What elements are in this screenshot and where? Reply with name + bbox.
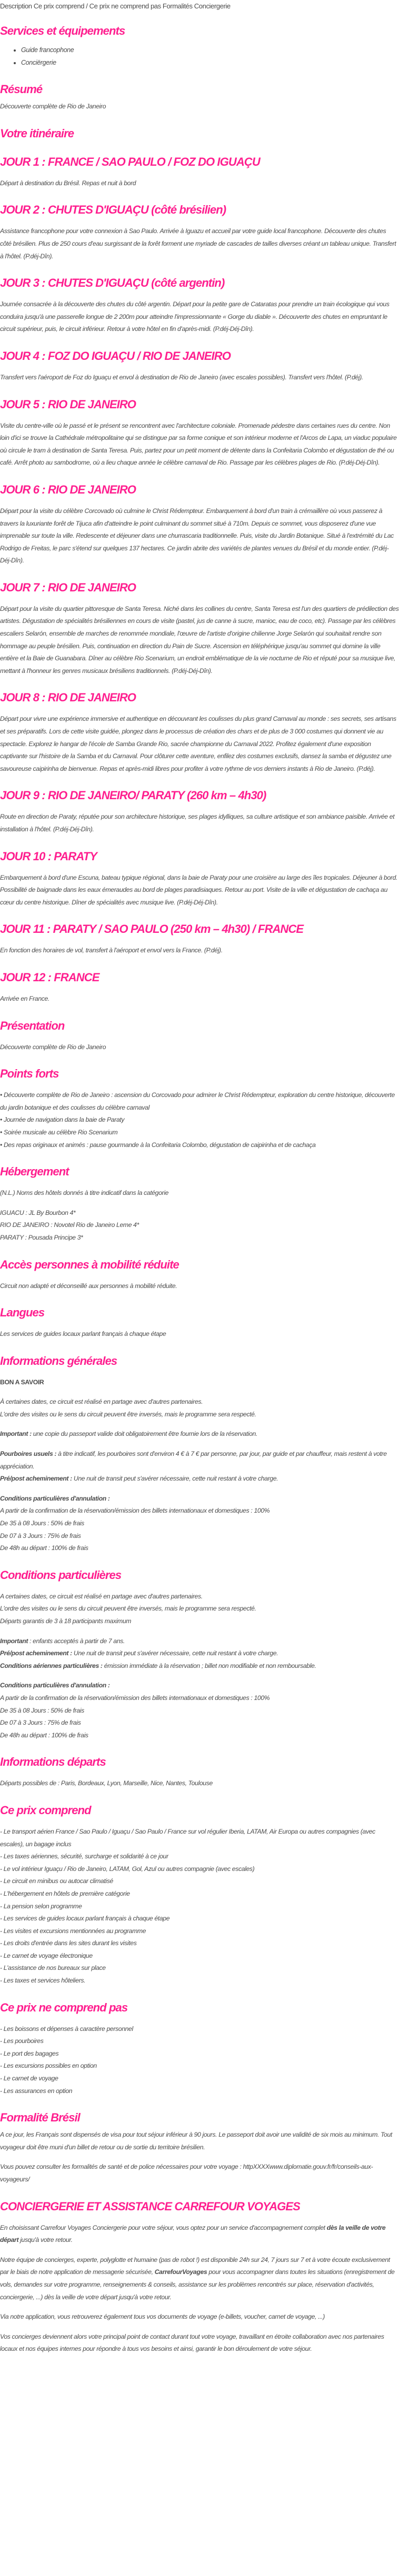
section-heading: Votre itinéraire: [0, 126, 74, 140]
bold-label: Pré/post acheminement :: [0, 1475, 74, 1483]
section-acces-personnes-a-mobilite-reduite: [0, 1257, 399, 1293]
text-line: Départ à destination du Brésil. Repas et nuit à bord: [0, 179, 136, 187]
text-line: De 48h au départ : 100% de frais: [0, 1731, 88, 1739]
text-line: A partir de la confirmation de la réservation/émission des billets internationaux et domestiques : 100%: [0, 1507, 270, 1515]
text-line: [0, 1647, 399, 1660]
text-line: - Le transport aérien France / Sao Paulo / Iguaçu / Sao Paulo / France sur vol régulier Iberia, LATAM, Air Europa ou autres compagnies (avec escales), un bagage inclus: [0, 1827, 375, 1848]
section-heading: Informations générales: [0, 1354, 117, 1367]
bold-label: Important: [0, 1637, 28, 1645]
text-line: Vous pouvez consulter les formalités de santé et de police nécessaires pour votre voyage : httpXXXXwww.diplomatie.gouv.fr/fr/conseils-aux-voyageurs/: [0, 2163, 373, 2183]
bold-label: Pourboires usuels :: [0, 1450, 58, 1458]
text-run: à titre indicatif, les pourboires sont d'environ 4 € à 7 € par personne, par jour, par guide et par chauffeur, mais restent à votre appréciation.: [0, 1450, 387, 1470]
text-line: [0, 1635, 399, 1648]
text-line: - L'assistance de nos bureaux sur place: [0, 1964, 106, 1972]
section-ce-prix-comprend: [0, 1803, 399, 1987]
sections-container: [0, 23, 399, 2356]
text-line: - Le vol intérieur Iguaçu / Rio de Janeiro, LATAM, Gol, Azul ou autres compagnie (avec escales): [0, 1865, 255, 1873]
text-line: Transfert vers l'aéroport de Foz do Iguaçu et envol à destination de Rio de Janeiro (avec escales possibles). Transfert vers l'hôtel. (P.déj).: [0, 373, 363, 381]
text-line: RIO DE JANEIRO : Novotel Rio de Janeiro Leme 4*: [0, 1221, 139, 1229]
text-line: • Journée de navigation dans la baie de Paraty: [0, 1116, 125, 1124]
text-line: - Le port des bagages: [0, 2049, 59, 2057]
text-line: De 35 à 08 Jours : 50% de frais: [0, 1706, 84, 1714]
section-heading: Ce prix ne comprend pas: [0, 2000, 128, 2014]
text-line: - Le circuit en minibus ou autocar climatisé: [0, 1877, 113, 1885]
text-run: pour vous accompagner dans toutes les situations (enregistrement de vols, demandes sur votre programme, renseignements & conseils, assistance sur les problèmes rencontrés sur place, réservation d'activités, conciergerie, ...) dès la veille de votre départ jusqu'à votre retour.: [0, 2268, 395, 2301]
text-line: • Des repas originaux et animés : pause gourmande à la Confeitaria Colombo, dégustation de caipirinha et de cachaça: [0, 1141, 316, 1149]
paragraph: [0, 944, 399, 957]
paragraph: [0, 872, 399, 909]
text-line: [0, 1428, 399, 1441]
paragraph: [0, 1089, 399, 1151]
paragraph: [0, 225, 399, 263]
section-hebergement: [0, 1164, 399, 1244]
paragraph: [0, 1428, 399, 1441]
text-line: Départ pour vivre une expérience immersive et authentique en découvrant les coulisses du plus grand Carnaval au monde : ses secrets, ses artisans et ses préparatifs. Lors de cette visite guidée, plongez dans le processus de création des chars et de plus de 3 000 costumes qui donnent vie au spectacle. Explorez le hangar de l'école de Samba Grande Rio, sacrée championne du Carnaval 2022. Profitez également d'une exposition captivante sur l'histoire de la Samba et du Carnaval. Pour clôturer cette aventure, enfilez des costumes exclusifs, dansez la samba et dégustez une savoureuse caipirinha de bienvenue. Repas et après-midi libres pour profiter à votre rythme de vos derniers instants à Rio de Janeiro. (P.déj).: [0, 715, 396, 772]
section-heading: Points forts: [0, 1067, 59, 1081]
paragraph: [0, 713, 399, 775]
text-line: Découverte complète de Rio de Janeiro: [0, 1043, 106, 1051]
paragraph: [0, 1679, 399, 1742]
text-line: [0, 1473, 399, 1485]
text-line: Arrivée en France.: [0, 994, 49, 1002]
paragraph: [0, 1396, 399, 1421]
section-jour-12-france: [0, 970, 399, 1005]
section-jour-3-chutes-d-iguacu-cote-argentin: [0, 275, 399, 336]
bold-label: Conditions particulières d'annulation :: [0, 1682, 110, 1689]
paragraph: [0, 100, 399, 113]
section-ce-prix-ne-comprend-pas: [0, 2000, 399, 2098]
text-line: Vos concierges deviennent alors votre principal point de contact durant tout votre voyage, travaillant en étroite collaboration avec nos partenaires locaux et nos équipes internes pour répondre à tous vos besoins et ainsi, garantir le bon déroulement de votre séjour.: [0, 2332, 384, 2353]
text-line: Départ pour la visite du quartier pittoresque de Santa Teresa. Niché dans les collines du centre, Santa Teresa est l'un des quartiers de prédilection des artistes. Dégustation de spécialités brésiliennes en cours de visite (pastel, jus de canne à sucre, manioc, eau de coco, etc). Passage par les célèbres escaliers Selarón, ensemble de marches de renommée mondiale, l'œuvre de l'artiste d'origine chilienne Jorge Selarón qui souhaitait rendre son hommage au peuple brésilien. Puis, continuation en direction du Pain de Sucre. Ascension en téléphérique jusqu'au sommet qui domine la ville entière et la Baie de Guanabara. Dîner au célèbre Rio Scenarium, un endroit emblématique de la vie nocturne de Rio et réputé pour sa musique live, mettant à l'honneur les genres musicaux brésiliens traditionnels. (P.déj-Déj-Dîn).: [0, 605, 399, 675]
paragraph: [0, 1187, 399, 1200]
section-heading: CONCIERGERIE ET ASSISTANCE CARREFOUR VOYAGES: [0, 2199, 300, 2213]
list-item: • Conciërgerie: [21, 57, 399, 69]
text-line: Assistance francophone pour votre connexion à Sao Paulo. Arrivée à Iguazu et accueil par votre guide local francophone. Découverte des chutes côté brésilien. Plus de 250 cours d'eau surgissant de la forêt forment une myriade de cascades de tailles diverses créant un tableau unique. Transfert à l'hôtel. (P.déj-Dîn).: [0, 227, 396, 260]
text-line: - Les pourboires: [0, 2037, 44, 2045]
section-jour-7-rio-de-janeiro: [0, 580, 399, 678]
text-line: De 35 à 08 Jours : 50% de frais: [0, 1520, 84, 1527]
text-line: - Le carnet de voyage électronique: [0, 1951, 93, 1959]
paragraph: [0, 1777, 399, 1790]
section-heading: JOUR 2 : CHUTES D'IGUAÇU (côté brésilien): [0, 203, 226, 217]
paragraph: [0, 2129, 399, 2154]
text-run: : enfants acceptés à partir de 7 ans.: [28, 1637, 125, 1645]
bold-label: CarrefourVoyages: [154, 2268, 207, 2276]
text-line: - L'hébergement en hôtels de première catégorie: [0, 1889, 130, 1897]
text-run: émission immédiate à la réservation ; billet non modifiable et non remboursable.: [104, 1662, 316, 1669]
text-line: A partir de la confirmation de la réservation/émission des billets internationaux et domestiques : 100%: [0, 1694, 270, 1702]
text-line: [0, 1679, 399, 1692]
text-line: - Les services de guides locaux parlant français à chaque étape: [0, 1915, 170, 1923]
text-line: Départ pour la visite du célèbre Corcovado où culmine le Christ Rédempteur. Embarquement à bord d'un train à crémaillère où vous passerez à travers la luxuriante forêt de Tijuca afin d'atteindre le point culminant du sommet situé à 710m. Depuis ce sommet, vous disposerez d'une vue imprenable sur toute la ville. Redescente et déjeuner dans une churrascaria traditionnelle. Puis, visite du Jardin Botanique. Situé à l'extrémité du Lac Rodrigo de Freitas, le parc s'étend sur quelques 137 hectares. Ce jardin abrite des variétés de plantes venues du Brésil et du monde entier. (P.déj-Déj-Dîn).: [0, 507, 394, 565]
section-informations-departs: [0, 1754, 399, 1790]
section-heading: Présentation: [0, 1019, 65, 1032]
text-line: BON A SAVOIR: [0, 1378, 44, 1386]
section-votre-itineraire: [0, 126, 399, 142]
section-jour-8-rio-de-janeiro: [0, 690, 399, 775]
section-heading: JOUR 12 : FRANCE: [0, 970, 99, 984]
paragraph: [0, 1041, 399, 1054]
paragraph: [0, 420, 399, 469]
paragraph: [0, 811, 399, 836]
section-heading: Services et équipements: [0, 24, 125, 37]
text-line: [0, 2254, 399, 2303]
section-jour-11-paraty-sao-paulo-250-km-4h30-france: [0, 921, 399, 957]
text-line: A certaines dates, ce circuit est réalisé en partage avec d'autres partenaires.: [0, 1592, 203, 1600]
text-run: En choisissant Carrefour Voyages Conciergerie pour votre séjour, vous optez pour un service d'accompagnement complet: [0, 2223, 327, 2231]
text-line: Les services de guides locaux parlant français à chaque étape: [0, 1330, 166, 1338]
bullet-list: [0, 44, 399, 69]
section-langues: [0, 1305, 399, 1341]
text-line: Visite du centre-ville où le passé et le présent se rencontrent avec l'architecture coloniale. Promenade pédestre dans certaines rues du centre. Non loin d'ici se trouve la Cathédrale métropolitaine qui se distingue par sa forme conique et son intérieur moderne et l'Arcos de Lapa, un viaduc populaire où circule le tram à destination de Santa Teresa. Puis, partez pour un petit moment de détente dans la Confeitaria Colombo et dégustation de thé ou café. Arrêt photo au sambodrome, où a lieu chaque année le célèbre carnaval de Rio. Passage par les célèbres plages de Rio. (P.déj-Déj-Dîn).: [0, 421, 397, 467]
section-jour-4-foz-do-iguacu-rio-de-janeiro: [0, 348, 399, 384]
section-jour-2-chutes-d-iguacu-cote-bresilien: [0, 202, 399, 263]
text-line: [0, 1660, 399, 1673]
text-line: - La pension selon programme: [0, 1902, 82, 1910]
paragraph: [0, 2254, 399, 2303]
text-line: À certaines dates, ce circuit est réalisé en partage avec d'autres partenaires.: [0, 1398, 203, 1406]
text-run: jusqu'à votre retour.: [18, 2236, 73, 2244]
text-line: De 48h au départ : 100% de frais: [0, 1544, 88, 1552]
paragraph: [0, 1328, 399, 1341]
section-heading: Informations départs: [0, 1755, 106, 1769]
text-line: De 07 à 3 Jours : 75% de frais: [0, 1719, 81, 1727]
text-line: • Soirée musicale au célèbre Rio Scenarium: [0, 1128, 118, 1136]
paragraph: [0, 505, 399, 567]
text-line: - Les taxes aériennes, sécurité, surcharge et solidarité à ce jour: [0, 1853, 168, 1860]
list-item: • Guide francophone: [21, 44, 399, 57]
section-presentation: [0, 1018, 399, 1054]
section-heading: JOUR 6 : RIO DE JANEIRO: [0, 482, 136, 496]
section-services-et-equipements: [0, 23, 399, 69]
text-line: Embarquement à bord d'une Escuna, bateau typique régional, dans la baie de Paraty pour une croisière au large des îles tropicales. Déjeuner à bord. Possibilité de baignade dans les eaux émeraudes au bord de plages paradisiaques. Retour au port. Visite de la ville et dégustation de cachaça au cœur du centre historique. Dîner de spécialités avec musique live. (P.déj-Déj-Dîn).: [0, 873, 398, 906]
text-line: Circuit non adapté et déconseillé aux personnes à mobilité réduite.: [0, 1282, 177, 1290]
tab-summary-line: Description Ce prix comprend / Ce prix ne comprend pas Formalités Conciergerie: [0, 2, 231, 10]
text-line: De 07 à 3 Jours : 75% de frais: [0, 1532, 81, 1539]
bold-label: Pré/post acheminement :: [0, 1649, 74, 1657]
paragraph: [0, 993, 399, 1005]
paragraph: [0, 1826, 399, 1987]
text-line: Via notre application, vous retrouverez également tous vos documents de voyage (e-billets, voucher, carnet de voyage, ...): [0, 2313, 325, 2321]
paragraph: [0, 2161, 399, 2186]
text-line: - Les droits d'entrée dans les sites durant les visites: [0, 1939, 137, 1947]
paragraph: [0, 371, 399, 384]
text-line: - Le carnet de voyage: [0, 2075, 58, 2082]
section-jour-1-france-sao-paulo-foz-do-iguacu: [0, 154, 399, 190]
section-heading: JOUR 5 : RIO DE JANEIRO: [0, 397, 136, 411]
section-heading: Ce prix comprend: [0, 1803, 91, 1817]
bold-label: Conditions particulières d'annulation :: [0, 1494, 110, 1502]
paragraph: [0, 2222, 399, 2247]
section-jour-10-paraty: [0, 849, 399, 909]
paragraph: [0, 298, 399, 336]
section-heading: Conditions particulières: [0, 1568, 122, 1582]
section-heading: Formalité Brésil: [0, 2111, 80, 2125]
section-heading: JOUR 11 : PARATY / SAO PAULO (250 km – 4h30) / FRANCE: [0, 922, 304, 936]
text-line: Départs possibles de : Paris, Bordeaux, Lyon, Marseille, Nice, Nantes, Toulouse: [0, 1779, 213, 1787]
text-line: L'ordre des visites ou le sens du circuit peuvent être inversés, mais le programme sera respecté.: [0, 1605, 256, 1613]
section-points-forts: [0, 1066, 399, 1151]
section-heading: Accès personnes à mobilité réduite: [0, 1257, 179, 1271]
text-run: Une nuit de transit peut s'avérer nécessaire, cette nuit restant à votre charge.: [73, 1649, 278, 1657]
text-line: - Les excursions possibles en option: [0, 2062, 97, 2070]
section-heading: JOUR 10 : PARATY: [0, 849, 97, 863]
text-run: Notre équipe de concierges, experte, polyglotte et humaine (pas de robot !) est disponible 24h sur 24, 7 jours sur 7 et à votre écoute exclusivement par le biais de notre application de messagerie sécurisée,: [0, 2256, 390, 2276]
text-run: Une nuit de transit peut s'avérer nécessaire, cette nuit restant à votre charge.: [73, 1475, 278, 1483]
section-heading: Résumé: [0, 83, 43, 96]
section-heading: JOUR 7 : RIO DE JANEIRO: [0, 580, 136, 594]
section-jour-9-rio-de-janeiro-paraty-260-km-4h30: [0, 788, 399, 836]
paragraph: [0, 2311, 399, 2323]
text-line: Journée consacrée à la découverte des chutes du côté argentin. Départ pour la petite gare de Cataratas pour prendre un train écologique qui vous conduira jusqu'à une passerelle longue de 2 200m pour atteindre l'impressionnante « Gorge du diable ». Découverte des chutes en empruntant le circuit supérieur, puis, le circuit inférieur. Retour à votre hôtel en fin d'après-midi. (P.déj-Déj-Dîn).: [0, 300, 390, 333]
paragraph: [0, 1376, 399, 1389]
section-informations-generales: [0, 1353, 399, 1555]
paragraph: [0, 1448, 399, 1485]
text-line: [0, 1493, 399, 1505]
text-line: [0, 2222, 399, 2247]
text-line: A ce jour, les Français sont dispensés de visa pour tout séjour inférieur à 90 jours. Le passeport doit avoir une validité de six mois au minimum. Tout voyageur doit être muni d'un billet de retour ou de sortie du territoire brésilien.: [0, 2131, 392, 2151]
bold-label: dès la veille de votre départ: [0, 2223, 386, 2244]
paragraph: [0, 603, 399, 678]
text-line: IGUACU : JL By Bourbon 4*: [0, 1209, 76, 1216]
bold-label: Conditions aériennes particulières :: [0, 1662, 104, 1669]
section-heading: JOUR 1 : FRANCE / SAO PAULO / FOZ DO IGUAÇU: [0, 155, 260, 168]
paragraph: [0, 1207, 399, 1244]
bold-label: Important :: [0, 1430, 33, 1438]
section-heading: JOUR 4 : FOZ DO IGUAÇU / RIO DE JANEIRO: [0, 349, 231, 363]
paragraph: [0, 1635, 399, 1673]
section-heading: JOUR 3 : CHUTES D'IGUAÇU (côté argentin): [0, 276, 225, 290]
text-line: - Les assurances en option: [0, 2087, 73, 2095]
section-heading: Langues: [0, 1306, 45, 1320]
paragraph: [0, 1280, 399, 1293]
section-heading: JOUR 8 : RIO DE JANEIRO: [0, 691, 136, 705]
section-resume: [0, 82, 399, 113]
paragraph: [0, 2023, 399, 2098]
text-line: Découverte complète de Rio de Janeiro: [0, 103, 106, 110]
paragraph: [0, 177, 399, 190]
text-line: - Les visites et excursions mentionnées au programme: [0, 1927, 146, 1935]
section-jour-5-rio-de-janeiro: [0, 397, 399, 469]
text-line: L'ordre des visites ou le sens du circuit peuvent être inversés, mais le programme sera respecté.: [0, 1410, 256, 1418]
text-line: • Découverte complète de Rio de Janeiro : ascension du Corcovado pour admirer le Christ Rédempteur, exploration du centre historique, découverte du jardin botanique et des coulisses du célèbre carnaval: [0, 1091, 395, 1111]
text-line: [0, 1448, 399, 1473]
text-line: En fonction des horaires de vol, transfert à l'aéroport et envol vers la France. (P.déj).: [0, 947, 223, 954]
section-conciergerie-et-assistance-carrefour-voyages: [0, 2199, 399, 2356]
text-line: - Les taxes et services hôteliers.: [0, 1977, 86, 1985]
section-conditions-particulieres: [0, 1567, 399, 1742]
paragraph: [0, 1493, 399, 1555]
paragraph: [0, 1591, 399, 1628]
section-formalite-bresil: [0, 2110, 399, 2186]
paragraph: [0, 2331, 399, 2356]
text-line: (N.L.) Noms des hôtels donnés à titre indicatif dans la catégorie: [0, 1189, 169, 1197]
section-heading: JOUR 9 : RIO DE JANEIRO/ PARATY (260 km – 4h30): [0, 789, 266, 802]
text-line: PARATY : Pousada Principe 3*: [0, 1233, 83, 1241]
text-line: - Les boissons et dépenses à caractère personnel: [0, 2025, 133, 2032]
text-line: Départs garantis de 3 à 18 participants maximum: [0, 1617, 132, 1625]
text-run: une copie du passeport valide doit obligatoirement être fournie lors de la réservation.: [33, 1430, 258, 1438]
text-line: Route en direction de Paraty, réputée pour son architecture historique, ses plages idylliques, sa culture artistique et son ambiance paisible. Arrivée et installation à l'hôtel. (P.déj-Déj-Dîn).: [0, 813, 395, 833]
section-jour-6-rio-de-janeiro: [0, 482, 399, 567]
section-heading: Hébergement: [0, 1165, 69, 1179]
